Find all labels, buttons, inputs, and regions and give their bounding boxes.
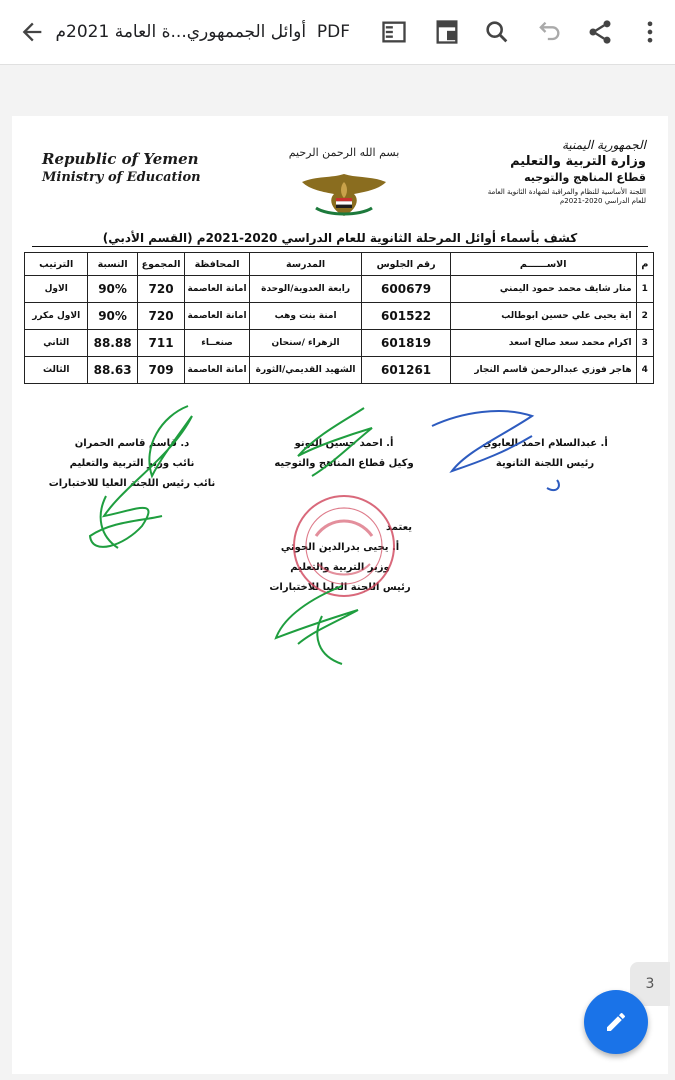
signature-block-committee-head [450, 434, 640, 474]
col-header-governorate: المحافظة [185, 253, 249, 276]
cell-percentage: 88.88 [88, 330, 137, 357]
cell-rank: الاول [25, 276, 88, 303]
signature-block-minister [250, 518, 430, 598]
cell-school: امنة بنت وهب [249, 303, 362, 330]
cell-governorate: امانة العاصمة [185, 276, 249, 303]
header-arabic [436, 138, 646, 205]
cell-seat-number: 601261 [362, 357, 450, 384]
back-arrow-icon[interactable] [18, 18, 46, 46]
sector-ar-label: قطاع المناهج والتوجيه [524, 171, 646, 184]
col-header-seat-number: رقم الجلوس [362, 253, 450, 276]
signatory-title: نائب وزير التربية والتعليم [69, 458, 195, 469]
more-vert-icon[interactable] [636, 18, 664, 46]
pdf-page[interactable] [12, 116, 668, 1074]
col-header-percentage: النسبة [88, 253, 137, 276]
cell-rank: الاول مكرر [25, 303, 88, 330]
cell-seat-number: 600679 [362, 276, 450, 303]
table-row [25, 303, 654, 330]
cell-index: 3 [636, 330, 653, 357]
republic-ar-label: الجمهورية اليمنية [561, 138, 646, 152]
signatory-title: رئيس اللجنة الثانوية [495, 458, 595, 469]
table-header-row [25, 253, 654, 276]
col-header-name: الاســــــم [450, 253, 636, 276]
cell-governorate: امانة العاصمة [185, 303, 249, 330]
cell-seat-number: 601522 [362, 303, 450, 330]
cell-seat-number: 601819 [362, 330, 450, 357]
table-row [25, 330, 654, 357]
basmala: بسم الله الرحمن الرحيم [288, 146, 400, 159]
signatory-name: د. قاسم قاسم الحمران [74, 438, 190, 449]
col-header-school: المدرسة [249, 253, 362, 276]
table-row [25, 276, 654, 303]
signatory-title: رئيس اللجنة العليا للاختبارات [269, 582, 411, 593]
signatory-title: وكيل قطاع المناهج والتوجيه [274, 458, 414, 469]
signatory-name: أ. عبدالسلام احمد العابوي [482, 438, 608, 449]
cell-total: 720 [137, 276, 185, 303]
cell-percentage: 88.63 [88, 357, 137, 384]
signatory-title: وزير التربية والتعليم [290, 562, 390, 573]
approval-label: يعتمد [386, 522, 412, 533]
signatory-name: أ. يحيى بدرالدين الحوثي [280, 542, 400, 553]
col-header-total: المجموع [137, 253, 185, 276]
edit-fab-button[interactable] [584, 990, 648, 1054]
file-type-label: PDF [316, 22, 350, 42]
cell-percentage: 90% [88, 303, 137, 330]
reading-mode-icon[interactable] [380, 18, 408, 46]
edit-pencil-icon [604, 1010, 628, 1034]
col-header-rank: الترتيب [25, 253, 88, 276]
cell-rank: الثاني [25, 330, 88, 357]
signature-block-deputy-minister [32, 434, 232, 494]
cell-total: 709 [137, 357, 185, 384]
header-english [42, 150, 201, 185]
republic-label: Republic of Yemen [42, 150, 199, 168]
cell-school: الزهراء /سنحان [249, 330, 362, 357]
ministry-ar-label: وزارة التربية والتعليم [510, 154, 646, 169]
page-number-indicator: 3 [630, 962, 670, 1006]
cell-governorate: صنعــاء [185, 330, 249, 357]
cell-name: اكرام محمد سعد صالح اسعد [450, 330, 636, 357]
cell-name: هاجر فوزي عبدالرحمن قاسم النجار [450, 357, 636, 384]
file-name-label: أوائل الجممهوري...ة العامة 2021م [55, 22, 307, 42]
cell-percentage: 90% [88, 276, 137, 303]
sheet-title: كشف بأسماء أوائل المرحلة الثانوية للعام الدراسي 2020-2021م (القسم الأدبي) [32, 231, 648, 247]
signatory-title: نائب رئيس اللجنة العليا للاختبارات [48, 478, 216, 489]
cell-rank: الثالث [25, 357, 88, 384]
ministry-label: Ministry of Education [42, 170, 201, 185]
academic-year-ar-label: للعام الدراسي 2020-2021م [559, 197, 646, 205]
cell-index: 2 [636, 303, 653, 330]
results-table [24, 252, 654, 384]
annotate-icon[interactable] [433, 18, 461, 46]
signatory-name: أ. احمد حسين النونو [294, 438, 394, 449]
cell-total: 711 [137, 330, 185, 357]
document-title [55, 18, 350, 46]
cell-total: 720 [137, 303, 185, 330]
cell-governorate: امانة العاصمة [185, 357, 249, 384]
cell-index: 4 [636, 357, 653, 384]
share-icon[interactable] [586, 18, 614, 46]
cell-school: رابعة العدوية/الوحدة [249, 276, 362, 303]
search-icon[interactable] [483, 18, 511, 46]
cell-school: الشهيد القديمي/الثورة [249, 357, 362, 384]
table-row [25, 357, 654, 384]
cell-name: اية يحيى علي حسين ابوطالب [450, 303, 636, 330]
pdf-viewer-toolbar [0, 0, 675, 65]
committee-ar-label: اللجنة الأساسية للنظام والمراقبة لشهادة الثانوية العامة [487, 188, 646, 196]
cell-index: 1 [636, 276, 653, 303]
cell-name: منار شايف محمد حمود اليمني [450, 276, 636, 303]
signature-block-curriculum-sector [254, 434, 434, 474]
undo-icon[interactable] [535, 18, 563, 46]
col-header-index: م [636, 253, 653, 276]
national-emblem-icon [294, 168, 394, 224]
